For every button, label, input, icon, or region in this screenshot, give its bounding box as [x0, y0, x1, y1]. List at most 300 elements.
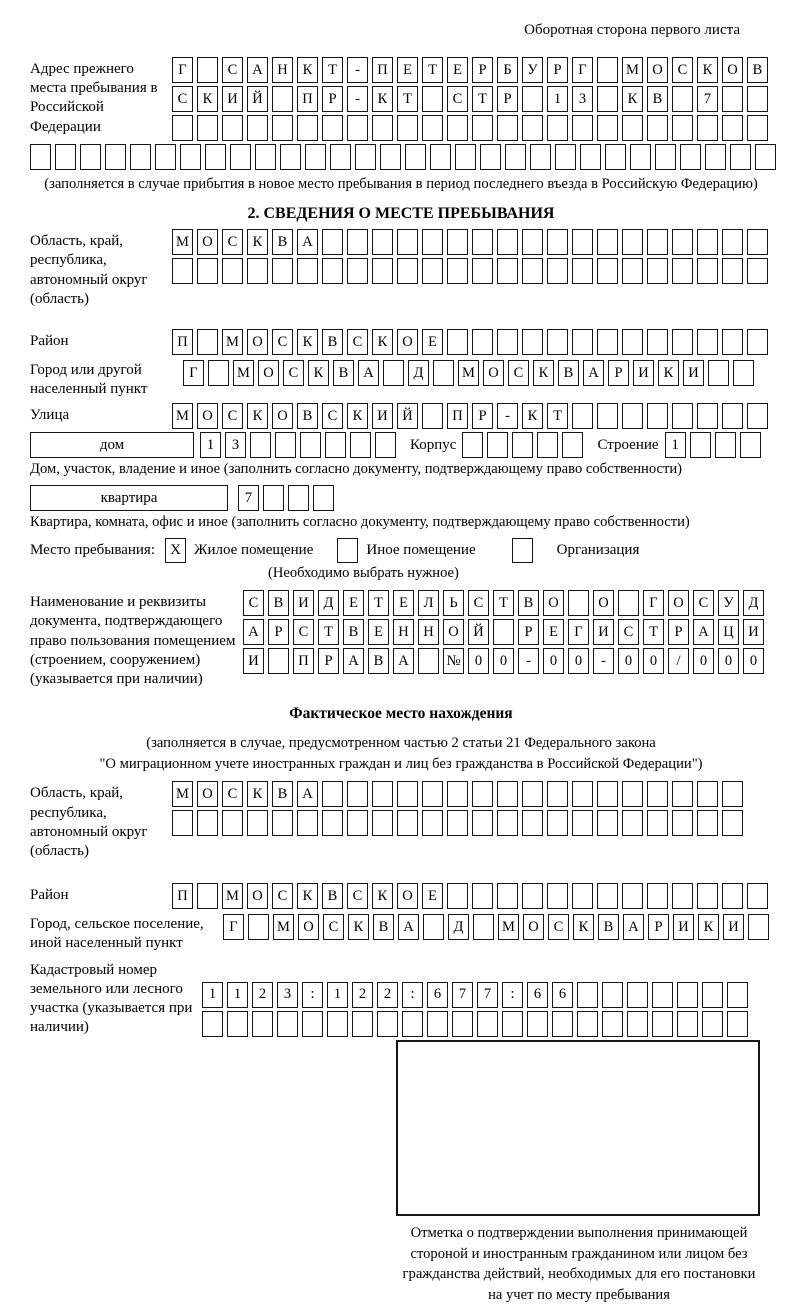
char-cell[interactable] — [197, 57, 218, 83]
char-cell[interactable]: А — [398, 914, 419, 940]
char-cell[interactable]: К — [533, 360, 554, 386]
char-cell[interactable] — [618, 590, 639, 616]
char-cell[interactable]: О — [397, 883, 418, 909]
char-cell[interactable] — [208, 360, 229, 386]
char-cell[interactable]: 1 — [547, 86, 568, 112]
char-cell[interactable] — [462, 432, 483, 458]
char-cell[interactable] — [505, 144, 526, 170]
char-cell[interactable] — [497, 115, 518, 141]
char-cell[interactable]: О — [647, 57, 668, 83]
char-cell[interactable]: М — [233, 360, 254, 386]
char-cell[interactable] — [375, 432, 396, 458]
char-cell[interactable]: В — [647, 86, 668, 112]
char-cell[interactable]: Е — [343, 590, 364, 616]
char-cell[interactable] — [377, 1011, 398, 1037]
char-cell[interactable] — [263, 485, 284, 511]
char-cell[interactable] — [55, 144, 76, 170]
char-cell[interactable]: Г — [568, 619, 589, 645]
char-cell[interactable]: С — [283, 360, 304, 386]
char-cell[interactable] — [322, 258, 343, 284]
char-cell[interactable] — [402, 1011, 423, 1037]
char-cell[interactable]: 0 — [718, 648, 739, 674]
char-cell[interactable]: Е — [368, 619, 389, 645]
char-cell[interactable]: 2 — [252, 982, 273, 1008]
char-cell[interactable] — [472, 258, 493, 284]
char-cell[interactable]: К — [308, 360, 329, 386]
char-cell[interactable] — [672, 229, 693, 255]
char-cell[interactable]: Е — [543, 619, 564, 645]
char-cell[interactable] — [272, 810, 293, 836]
char-cell[interactable] — [597, 229, 618, 255]
char-cell[interactable]: С — [548, 914, 569, 940]
char-cell[interactable] — [502, 1011, 523, 1037]
char-cell[interactable]: 3 — [225, 432, 246, 458]
char-cell[interactable] — [547, 229, 568, 255]
char-cell[interactable] — [350, 432, 371, 458]
char-cell[interactable]: В — [322, 329, 343, 355]
char-cell[interactable] — [622, 781, 643, 807]
char-cell[interactable]: М — [222, 329, 243, 355]
char-cell[interactable] — [555, 144, 576, 170]
apartment-type-box[interactable]: квартира — [30, 485, 228, 511]
char-cell[interactable]: К — [297, 329, 318, 355]
char-cell[interactable] — [302, 1011, 323, 1037]
char-cell[interactable]: Б — [497, 57, 518, 83]
char-cell[interactable]: О — [483, 360, 504, 386]
char-cell[interactable] — [522, 115, 543, 141]
char-cell[interactable] — [655, 144, 676, 170]
char-cell[interactable]: 6 — [527, 982, 548, 1008]
char-cell[interactable] — [647, 115, 668, 141]
char-cell[interactable] — [230, 144, 251, 170]
char-cell[interactable]: М — [622, 57, 643, 83]
char-cell[interactable]: А — [343, 648, 364, 674]
char-cell[interactable]: В — [518, 590, 539, 616]
char-cell[interactable] — [372, 258, 393, 284]
char-cell[interactable] — [522, 883, 543, 909]
char-cell[interactable]: У — [718, 590, 739, 616]
char-cell[interactable] — [80, 144, 101, 170]
char-cell[interactable] — [447, 883, 468, 909]
char-cell[interactable] — [597, 258, 618, 284]
char-cell[interactable] — [647, 258, 668, 284]
char-cell[interactable]: В — [368, 648, 389, 674]
char-cell[interactable] — [330, 144, 351, 170]
char-cell[interactable] — [247, 258, 268, 284]
char-cell[interactable]: 7 — [452, 982, 473, 1008]
char-cell[interactable]: И — [372, 403, 393, 429]
char-cell[interactable]: А — [693, 619, 714, 645]
char-cell[interactable] — [347, 229, 368, 255]
char-cell[interactable] — [172, 115, 193, 141]
char-cell[interactable] — [327, 1011, 348, 1037]
char-cell[interactable] — [597, 115, 618, 141]
char-cell[interactable] — [447, 115, 468, 141]
char-cell[interactable]: В — [272, 229, 293, 255]
char-cell[interactable] — [422, 781, 443, 807]
char-cell[interactable] — [747, 403, 768, 429]
char-cell[interactable] — [727, 982, 748, 1008]
char-cell[interactable]: С — [172, 86, 193, 112]
char-cell[interactable] — [272, 115, 293, 141]
char-cell[interactable]: : — [302, 982, 323, 1008]
char-cell[interactable]: С — [468, 590, 489, 616]
char-cell[interactable] — [740, 432, 761, 458]
char-cell[interactable] — [280, 144, 301, 170]
char-cell[interactable] — [477, 1011, 498, 1037]
char-cell[interactable] — [630, 144, 651, 170]
char-cell[interactable] — [422, 810, 443, 836]
char-cell[interactable]: - — [518, 648, 539, 674]
char-cell[interactable]: 2 — [377, 982, 398, 1008]
char-cell[interactable]: М — [458, 360, 479, 386]
char-cell[interactable] — [697, 258, 718, 284]
char-cell[interactable]: Н — [272, 57, 293, 83]
char-cell[interactable]: А — [297, 229, 318, 255]
char-cell[interactable]: Т — [547, 403, 568, 429]
char-cell[interactable]: Г — [183, 360, 204, 386]
char-cell[interactable]: В — [272, 781, 293, 807]
char-cell[interactable]: И — [293, 590, 314, 616]
char-cell[interactable] — [347, 781, 368, 807]
char-cell[interactable]: С — [222, 57, 243, 83]
char-cell[interactable]: М — [498, 914, 519, 940]
char-cell[interactable]: С — [293, 619, 314, 645]
char-cell[interactable]: № — [443, 648, 464, 674]
char-cell[interactable] — [580, 144, 601, 170]
char-cell[interactable] — [422, 115, 443, 141]
char-cell[interactable] — [455, 144, 476, 170]
char-cell[interactable]: Ь — [443, 590, 464, 616]
char-cell[interactable] — [297, 258, 318, 284]
char-cell[interactable]: О — [593, 590, 614, 616]
char-cell[interactable]: С — [272, 329, 293, 355]
char-cell[interactable] — [747, 115, 768, 141]
char-cell[interactable]: В — [373, 914, 394, 940]
char-cell[interactable] — [493, 619, 514, 645]
char-cell[interactable] — [547, 781, 568, 807]
char-cell[interactable] — [572, 781, 593, 807]
char-cell[interactable] — [647, 810, 668, 836]
char-cell[interactable] — [322, 229, 343, 255]
char-cell[interactable]: И — [683, 360, 704, 386]
char-cell[interactable] — [297, 810, 318, 836]
char-cell[interactable] — [568, 590, 589, 616]
char-cell[interactable]: 0 — [493, 648, 514, 674]
char-cell[interactable] — [297, 115, 318, 141]
char-cell[interactable]: : — [502, 982, 523, 1008]
char-cell[interactable]: 0 — [743, 648, 764, 674]
char-cell[interactable] — [722, 810, 743, 836]
char-cell[interactable] — [380, 144, 401, 170]
char-cell[interactable] — [547, 115, 568, 141]
char-cell[interactable] — [497, 229, 518, 255]
char-cell[interactable] — [422, 229, 443, 255]
char-cell[interactable] — [497, 883, 518, 909]
char-cell[interactable]: О — [298, 914, 319, 940]
char-cell[interactable]: В — [343, 619, 364, 645]
char-cell[interactable]: Р — [322, 86, 343, 112]
char-cell[interactable] — [722, 883, 743, 909]
char-cell[interactable]: К — [247, 403, 268, 429]
char-cell[interactable]: 1 — [327, 982, 348, 1008]
char-cell[interactable] — [602, 1011, 623, 1037]
char-cell[interactable]: Е — [447, 57, 468, 83]
char-cell[interactable] — [205, 144, 226, 170]
char-cell[interactable] — [572, 810, 593, 836]
char-cell[interactable] — [397, 781, 418, 807]
char-cell[interactable]: 6 — [427, 982, 448, 1008]
char-cell[interactable]: К — [573, 914, 594, 940]
char-cell[interactable] — [222, 810, 243, 836]
char-cell[interactable]: И — [593, 619, 614, 645]
char-cell[interactable] — [227, 1011, 248, 1037]
char-cell[interactable] — [647, 781, 668, 807]
char-cell[interactable]: Г — [172, 57, 193, 83]
char-cell[interactable]: Т — [368, 590, 389, 616]
char-cell[interactable] — [250, 432, 271, 458]
char-cell[interactable]: Д — [408, 360, 429, 386]
char-cell[interactable]: А — [243, 619, 264, 645]
char-cell[interactable]: 7 — [697, 86, 718, 112]
char-cell[interactable] — [497, 329, 518, 355]
char-cell[interactable]: Т — [318, 619, 339, 645]
char-cell[interactable]: - — [497, 403, 518, 429]
char-cell[interactable] — [572, 329, 593, 355]
char-cell[interactable]: С — [347, 883, 368, 909]
char-cell[interactable] — [647, 329, 668, 355]
char-cell[interactable] — [447, 258, 468, 284]
char-cell[interactable]: Т — [397, 86, 418, 112]
char-cell[interactable]: О — [272, 403, 293, 429]
char-cell[interactable] — [672, 258, 693, 284]
char-cell[interactable] — [572, 883, 593, 909]
char-cell[interactable] — [647, 229, 668, 255]
char-cell[interactable]: 0 — [468, 648, 489, 674]
char-cell[interactable] — [322, 810, 343, 836]
char-cell[interactable]: К — [297, 883, 318, 909]
char-cell[interactable] — [268, 648, 289, 674]
char-cell[interactable] — [652, 1011, 673, 1037]
char-cell[interactable] — [372, 781, 393, 807]
char-cell[interactable]: К — [247, 781, 268, 807]
char-cell[interactable] — [597, 86, 618, 112]
char-cell[interactable] — [747, 86, 768, 112]
char-cell[interactable]: К — [297, 57, 318, 83]
char-cell[interactable] — [422, 86, 443, 112]
char-cell[interactable] — [577, 1011, 598, 1037]
char-cell[interactable]: Р — [608, 360, 629, 386]
char-cell[interactable]: К — [698, 914, 719, 940]
char-cell[interactable] — [722, 403, 743, 429]
char-cell[interactable]: Ц — [718, 619, 739, 645]
char-cell[interactable]: М — [222, 883, 243, 909]
char-cell[interactable]: М — [172, 229, 193, 255]
char-cell[interactable] — [547, 258, 568, 284]
char-cell[interactable] — [597, 403, 618, 429]
char-cell[interactable] — [622, 810, 643, 836]
char-cell[interactable]: И — [743, 619, 764, 645]
char-cell[interactable] — [247, 810, 268, 836]
char-cell[interactable]: В — [598, 914, 619, 940]
char-cell[interactable] — [447, 329, 468, 355]
char-cell[interactable]: 0 — [543, 648, 564, 674]
char-cell[interactable]: 1 — [227, 982, 248, 1008]
char-cell[interactable]: В — [747, 57, 768, 83]
char-cell[interactable]: Е — [422, 883, 443, 909]
char-cell[interactable] — [497, 781, 518, 807]
char-cell[interactable] — [347, 810, 368, 836]
char-cell[interactable]: О — [247, 883, 268, 909]
char-cell[interactable] — [597, 883, 618, 909]
char-cell[interactable] — [197, 329, 218, 355]
char-cell[interactable]: П — [297, 86, 318, 112]
char-cell[interactable] — [597, 810, 618, 836]
char-cell[interactable]: Р — [547, 57, 568, 83]
char-cell[interactable] — [562, 432, 583, 458]
checkbox-residential[interactable]: X — [165, 538, 186, 563]
char-cell[interactable]: : — [402, 982, 423, 1008]
char-cell[interactable]: Р — [518, 619, 539, 645]
char-cell[interactable]: А — [358, 360, 379, 386]
char-cell[interactable]: 7 — [238, 485, 259, 511]
char-cell[interactable]: А — [623, 914, 644, 940]
char-cell[interactable] — [197, 258, 218, 284]
char-cell[interactable]: О — [523, 914, 544, 940]
char-cell[interactable] — [480, 144, 501, 170]
char-cell[interactable] — [647, 883, 668, 909]
char-cell[interactable] — [352, 1011, 373, 1037]
char-cell[interactable]: С — [222, 781, 243, 807]
char-cell[interactable]: О — [722, 57, 743, 83]
char-cell[interactable] — [313, 485, 334, 511]
char-cell[interactable] — [547, 810, 568, 836]
char-cell[interactable]: К — [372, 883, 393, 909]
char-cell[interactable]: Й — [397, 403, 418, 429]
char-cell[interactable]: А — [247, 57, 268, 83]
char-cell[interactable] — [552, 1011, 573, 1037]
char-cell[interactable]: С — [672, 57, 693, 83]
char-cell[interactable]: В — [322, 883, 343, 909]
char-cell[interactable] — [288, 485, 309, 511]
char-cell[interactable]: Д — [318, 590, 339, 616]
char-cell[interactable] — [197, 883, 218, 909]
char-cell[interactable] — [722, 258, 743, 284]
char-cell[interactable]: В — [297, 403, 318, 429]
char-cell[interactable] — [452, 1011, 473, 1037]
char-cell[interactable] — [423, 914, 444, 940]
char-cell[interactable] — [547, 329, 568, 355]
char-cell[interactable]: К — [697, 57, 718, 83]
char-cell[interactable]: 7 — [477, 982, 498, 1008]
char-cell[interactable] — [447, 781, 468, 807]
char-cell[interactable]: С — [272, 883, 293, 909]
char-cell[interactable] — [730, 144, 751, 170]
char-cell[interactable]: А — [393, 648, 414, 674]
char-cell[interactable] — [372, 229, 393, 255]
char-cell[interactable] — [447, 229, 468, 255]
char-cell[interactable]: Р — [497, 86, 518, 112]
char-cell[interactable] — [680, 144, 701, 170]
char-cell[interactable] — [522, 781, 543, 807]
char-cell[interactable] — [697, 781, 718, 807]
char-cell[interactable]: 0 — [643, 648, 664, 674]
char-cell[interactable] — [702, 982, 723, 1008]
char-cell[interactable] — [130, 144, 151, 170]
char-cell[interactable] — [472, 229, 493, 255]
char-cell[interactable]: С — [347, 329, 368, 355]
char-cell[interactable]: В — [268, 590, 289, 616]
char-cell[interactable]: Т — [643, 619, 664, 645]
char-cell[interactable]: О — [247, 329, 268, 355]
char-cell[interactable]: Й — [247, 86, 268, 112]
char-cell[interactable] — [197, 810, 218, 836]
char-cell[interactable] — [697, 810, 718, 836]
char-cell[interactable]: 2 — [352, 982, 373, 1008]
char-cell[interactable] — [622, 883, 643, 909]
char-cell[interactable] — [322, 115, 343, 141]
char-cell[interactable]: Д — [743, 590, 764, 616]
char-cell[interactable]: - — [593, 648, 614, 674]
char-cell[interactable] — [690, 432, 711, 458]
char-cell[interactable]: Д — [448, 914, 469, 940]
char-cell[interactable]: К — [372, 329, 393, 355]
char-cell[interactable]: К — [622, 86, 643, 112]
char-cell[interactable] — [277, 1011, 298, 1037]
char-cell[interactable] — [497, 258, 518, 284]
char-cell[interactable]: Т — [322, 57, 343, 83]
char-cell[interactable] — [727, 1011, 748, 1037]
char-cell[interactable]: К — [372, 86, 393, 112]
char-cell[interactable]: Т — [422, 57, 443, 83]
char-cell[interactable]: 3 — [572, 86, 593, 112]
char-cell[interactable] — [472, 883, 493, 909]
char-cell[interactable]: И — [222, 86, 243, 112]
char-cell[interactable]: П — [172, 883, 193, 909]
char-cell[interactable]: М — [172, 781, 193, 807]
char-cell[interactable] — [627, 1011, 648, 1037]
char-cell[interactable] — [747, 229, 768, 255]
char-cell[interactable]: Н — [393, 619, 414, 645]
char-cell[interactable] — [397, 229, 418, 255]
char-cell[interactable]: - — [347, 57, 368, 83]
char-cell[interactable] — [547, 883, 568, 909]
char-cell[interactable] — [677, 1011, 698, 1037]
char-cell[interactable] — [755, 144, 776, 170]
char-cell[interactable]: С — [618, 619, 639, 645]
char-cell[interactable]: С — [508, 360, 529, 386]
char-cell[interactable]: К — [522, 403, 543, 429]
char-cell[interactable] — [722, 86, 743, 112]
char-cell[interactable]: С — [222, 229, 243, 255]
char-cell[interactable] — [275, 432, 296, 458]
char-cell[interactable] — [708, 360, 729, 386]
char-cell[interactable]: Л — [418, 590, 439, 616]
char-cell[interactable] — [602, 982, 623, 1008]
char-cell[interactable] — [697, 403, 718, 429]
char-cell[interactable]: К — [348, 914, 369, 940]
char-cell[interactable] — [597, 781, 618, 807]
char-cell[interactable] — [397, 115, 418, 141]
char-cell[interactable]: И — [723, 914, 744, 940]
char-cell[interactable]: Е — [422, 329, 443, 355]
char-cell[interactable] — [605, 144, 626, 170]
char-cell[interactable] — [622, 329, 643, 355]
char-cell[interactable] — [355, 144, 376, 170]
char-cell[interactable]: 0 — [568, 648, 589, 674]
char-cell[interactable] — [383, 360, 404, 386]
char-cell[interactable] — [422, 258, 443, 284]
